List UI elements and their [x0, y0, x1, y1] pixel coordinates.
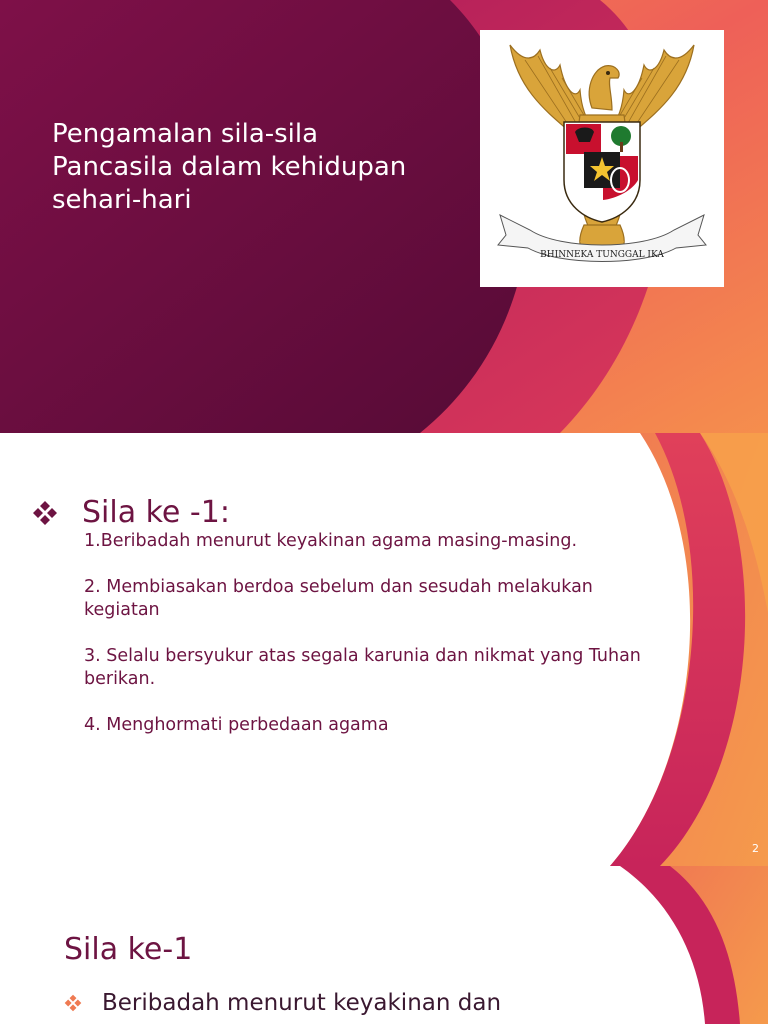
list-item: 1.Beribadah menurut keyakinan agama masing-masing. — [84, 531, 578, 551]
practice-list — [84, 530, 644, 760]
title-slide-heading: Pengamalan sila-sila Pancasila dalam kehidupan sehari-hari — [52, 119, 407, 215]
slide-number: 2 — [752, 842, 759, 855]
slide-heading: Sila ke-1 — [64, 932, 193, 967]
four-diamond-bullet-icon — [32, 500, 58, 526]
garuda-pancasila-emblem — [480, 30, 724, 287]
slide-heading: Sila ke -1: — [82, 495, 230, 530]
content-slide-sila-1-continued — [0, 866, 768, 1024]
four-diamond-bullet-icon — [64, 994, 82, 1012]
content-slide-sila-1 — [0, 433, 768, 866]
list-item: 4. Menghormati perbedaan agama — [84, 715, 389, 735]
list-item-text: Beribadah menurut keyakinan dan — [102, 990, 502, 1016]
list-item: 2. Membiasakan berdoa sebelum dan sesudah melakukan kegiatan — [84, 577, 593, 620]
list-item: 3. Selalu bersyukur atas segala karunia dan nikmat yang Tuhan berikan. — [84, 646, 641, 689]
garuda-emblem-icon — [480, 30, 724, 287]
emblem-motto: BHINNEKA TUNGGAL IKA — [540, 250, 664, 260]
list-item — [64, 990, 501, 1016]
title-slide — [0, 0, 768, 433]
heading-row — [32, 495, 230, 530]
